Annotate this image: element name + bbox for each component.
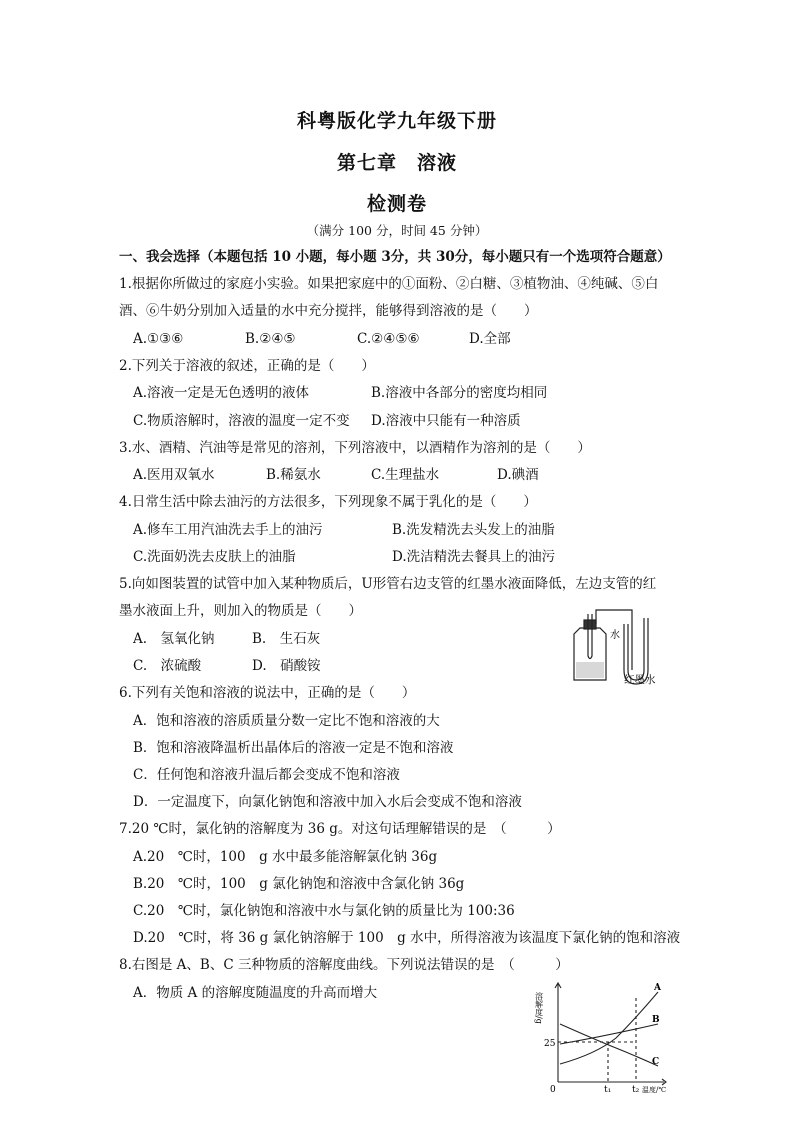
- q2-option-c: C.物质溶解时，溶液的温度一定不变: [133, 413, 350, 429]
- q7-option-d: D.20 ℃时，将 36 g 氯化钠溶解于 100 g 水中，所得溶液为该温度下氯化钠的饱和溶液: [133, 930, 681, 946]
- q2-option-d: D.溶液中只能有一种溶质: [371, 413, 521, 429]
- curve-a: [560, 992, 658, 1064]
- water-label: 水: [610, 630, 620, 641]
- q6-option-d: D．一定温度下，向氯化钠饱和溶液中加入水后会变成不饱和溶液: [133, 794, 522, 810]
- chart-t1: t₁: [604, 1085, 612, 1095]
- q1-stem-line2: 酒、⑥牛奶分别加入适量的水中充分搅拌，能够得到溶液的是（ ）: [119, 303, 538, 319]
- q4-option-a: A.修车工用汽油洗去手上的油污: [133, 522, 323, 538]
- q4-stem: 4.日常生活中除去油污的方法很多，下列现象不属于乳化的是（ ）: [119, 494, 537, 510]
- q5-option-b: B. 生石灰: [252, 631, 321, 647]
- test-title: 检测卷: [366, 193, 427, 215]
- q4-option-c: C.洗面奶洗去皮肤上的油脂: [133, 549, 296, 565]
- chapter-title: 第七章 溶液: [336, 152, 457, 174]
- q2-option-b: B.溶液中各部分的密度均相同: [371, 385, 548, 401]
- curve-c-label: C: [652, 1057, 660, 1067]
- q5-stem-line2: 墨水液面上升，则加入的物质是（ ）: [119, 603, 362, 619]
- q1-option-c: C.②④⑤⑥: [357, 331, 420, 347]
- q4-option-b: B.洗发精洗去头发上的油脂: [392, 522, 555, 538]
- q3-option-d: D.碘酒: [497, 467, 539, 483]
- q3-option-a: A.医用双氧水: [133, 467, 215, 483]
- q7-stem: 7.20 ℃时，氯化钠的溶解度为 36 g。对这句话理解错误的是 （ ）: [119, 821, 561, 837]
- exam-note: （满分 100 分，时间 45 分钟）: [306, 223, 488, 238]
- q5-option-c: C. 浓硫酸: [133, 658, 202, 674]
- curve-b-label: B: [652, 1015, 660, 1025]
- q4-option-d: D.洗洁精洗去餐具上的油污: [392, 549, 556, 565]
- chart-y-tick-25: 25: [544, 1039, 556, 1049]
- q6-option-b: B．饱和溶液降温析出晶体后的溶液一定是不饱和溶液: [133, 740, 454, 756]
- q3-option-b: B.稀氨水: [266, 467, 321, 483]
- q2-stem: 2.下列关于溶液的叙述，正确的是（ ）: [119, 358, 375, 374]
- stopper: [584, 620, 596, 629]
- red-ink-label: 红墨水: [624, 674, 656, 686]
- q5-stem-line1: 5.向如图装置的试管中加入某种物质后，U形管右边支管的红墨水液面降低，左边支管的红: [119, 576, 657, 592]
- chart-ylabel: 溶解度/g: [534, 992, 544, 1024]
- q5-option-a: A. 氢氧化钠: [133, 631, 215, 647]
- bottle-liquid: [576, 662, 604, 678]
- q1-option-a: A.①③⑥: [133, 331, 184, 347]
- q8-option-a: A．物质 A 的溶解度随温度的升高而增大: [133, 985, 378, 1001]
- solubility-curve-figure: [536, 978, 670, 1094]
- q1-option-b: B.②④⑤: [245, 331, 296, 347]
- q6-option-c: C．任何饱和溶液升温后都会变成不饱和溶液: [133, 767, 400, 783]
- q8-stem: 8.右图是 A、B、C 三种物质的溶解度曲线。下列说法错误的是 （ ）: [119, 957, 569, 973]
- curve-b: [560, 1024, 658, 1044]
- q3-stem: 3.水、酒精、汽油等是常见的溶剂，下列溶液中，以酒精作为溶剂的是（ ）: [119, 440, 591, 456]
- q7-option-c: C.20 ℃时，氯化钠饱和溶液中水与氯化钠的质量比为 100:36: [133, 903, 515, 919]
- q6-stem: 6.下列有关饱和溶液的说法中，正确的是（ ）: [119, 685, 416, 701]
- curve-a-label: A: [654, 983, 661, 993]
- book-title: 科粤版化学九年级下册: [296, 110, 497, 132]
- q6-option-a: A．饱和溶液的溶质质量分数一定比不饱和溶液的大: [133, 713, 440, 729]
- chart-t2: t₂: [632, 1085, 640, 1095]
- q1-option-d: D.全部: [469, 331, 511, 347]
- q7-option-b: B.20 ℃时，100 g 氯化钠饱和溶液中含氯化钠 36g: [133, 876, 465, 892]
- q7-option-a: A.20 ℃时，100 g 水中最多能溶解氯化钠 36g: [133, 849, 438, 865]
- section1-heading: 一、我会选择（本题包括 10 小题，每小题 3分，共 30分，每小题只有一个选项符合题意）: [119, 249, 671, 265]
- chart-xlabel: 温度/℃: [642, 1086, 667, 1094]
- q3-option-c: C.生理盐水: [371, 467, 440, 483]
- chart-origin: 0: [550, 1085, 556, 1095]
- q5-option-d: D. 硝酸铵: [252, 658, 321, 674]
- q2-option-a: A.溶液一定是无色透明的液体: [133, 385, 310, 401]
- q1-stem-line1: 1.根据你所做过的家庭小实验。如果把家庭中的①面粉、②白糖、③植物油、④纯碱、⑤白: [119, 276, 659, 292]
